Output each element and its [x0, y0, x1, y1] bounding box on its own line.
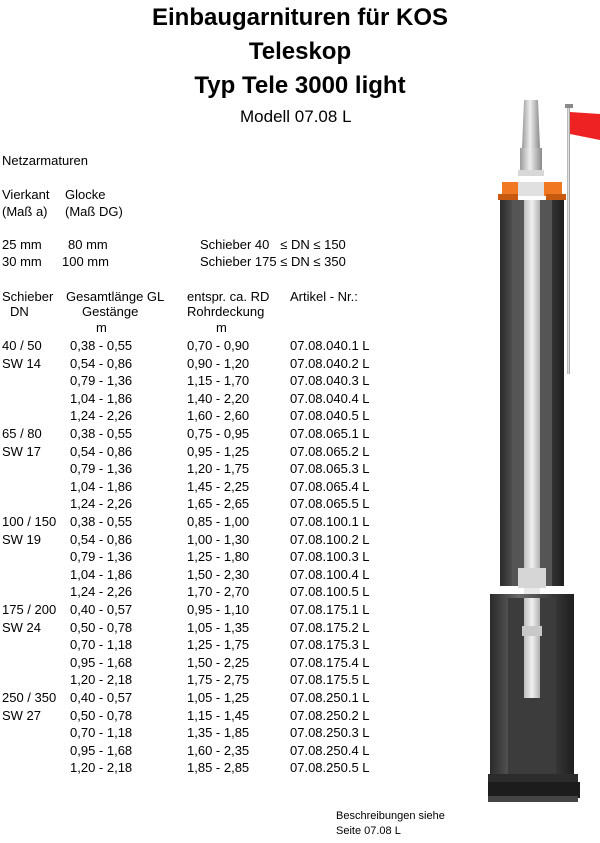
model-label: Modell 07.08 L: [240, 107, 352, 126]
col-header-dn: DN: [10, 304, 29, 319]
cell-artikel-nr: 07.08.065.2 L: [290, 443, 370, 459]
cell-rohrdeckung: 1,05 - 1,25: [187, 690, 250, 705]
bell-housing: [490, 594, 574, 782]
cell-rohrdeckung: 1,15 - 1,70: [187, 373, 250, 389]
cell-rohrdeckung: 1,15 - 1,45: [187, 707, 250, 723]
cell-gesamtlaenge: 1,04 - 1,86: [70, 390, 133, 406]
col-header-gestaenge: Gestänge: [82, 304, 139, 319]
cell-gesamtlaenge: 0,70 - 1,18: [70, 725, 133, 741]
cell-gesamtlaenge: 0,38 - 0,55: [70, 426, 133, 441]
cell-rohrdeckung: 0,95 - 1,25: [187, 443, 250, 459]
cell-rohrdeckung: 1,85 - 2,85: [187, 760, 250, 776]
cell-gesamtlaenge: 0,79 - 1,36: [70, 549, 133, 565]
cell-dn: 65 / 80: [2, 426, 42, 441]
cell-artikel-nr: 07.08.175.3 L: [290, 637, 370, 653]
glocke-title: Glocke: [65, 187, 106, 202]
cell-rohrdeckung: 1,60 - 2,35: [187, 742, 250, 758]
cell-artikel-nr: 07.08.040.4 L: [290, 390, 370, 406]
vierkant-sub: (Maß a): [2, 204, 48, 219]
cell-rohrdeckung: 0,75 - 0,95: [187, 426, 250, 441]
cell-dn: 40 / 50: [2, 338, 42, 353]
cell-gesamtlaenge: 0,38 - 0,55: [70, 338, 133, 353]
cell-artikel-nr: 07.08.065.4 L: [290, 478, 370, 494]
cell-rohrdeckung: 1,20 - 1,75: [187, 461, 250, 477]
cell-rohrdeckung: 1,00 - 1,30: [187, 531, 250, 547]
footer-line-2: Seite 07.08 L: [336, 825, 401, 837]
spec-glocke: 80 mm: [68, 237, 108, 252]
title-line-3: Typ Tele 3000 light: [194, 72, 406, 99]
cell-rohrdeckung: 1,70 - 2,70: [187, 584, 250, 600]
cell-artikel-nr: 07.08.175.4 L: [290, 654, 370, 670]
cell-gesamtlaenge: 1,24 - 2,26: [70, 496, 133, 512]
cell-artikel-nr: 07.08.250.2 L: [290, 707, 370, 723]
cell-rohrdeckung: 1,50 - 2,25: [187, 654, 250, 670]
cell-gesamtlaenge: 0,79 - 1,36: [70, 461, 133, 477]
spec-glocke: 100 mm: [62, 254, 109, 269]
cell-gesamtlaenge: 1,24 - 2,26: [70, 408, 133, 424]
cell-dn: 250 / 350: [2, 690, 57, 705]
vierkant-title: Vierkant: [2, 187, 50, 202]
cell-dn: 100 / 150: [2, 514, 57, 529]
cell-rohrdeckung: 0,70 - 0,90: [187, 338, 250, 353]
cell-gesamtlaenge: 0,50 - 0,78: [70, 707, 133, 723]
cell-dn: SW 14: [2, 355, 42, 371]
cell-dn: SW 19: [2, 531, 42, 547]
cell-artikel-nr: 07.08.040.3 L: [290, 373, 370, 389]
spec-vierkant: 30 mm: [2, 254, 42, 269]
col-header-unit-m: m: [96, 320, 107, 335]
marker-rod: [565, 104, 573, 374]
cell-rohrdeckung: 1,50 - 2,30: [187, 566, 250, 582]
cell-rohrdeckung: 1,35 - 1,85: [187, 725, 250, 741]
cell-artikel-nr: 07.08.250.1 L: [290, 690, 370, 705]
cell-gesamtlaenge: 0,38 - 0,55: [70, 514, 133, 529]
title-line-1: Einbaugarnituren für KOS: [151, 4, 448, 31]
spindle-cap: [518, 100, 544, 176]
cell-gesamtlaenge: 0,70 - 1,18: [70, 637, 133, 653]
red-flag-icon: [570, 112, 600, 140]
cell-artikel-nr: 07.08.065.1 L: [290, 426, 370, 441]
cell-artikel-nr: 07.08.100.3 L: [290, 549, 370, 565]
cell-rohrdeckung: 1,40 - 2,20: [187, 390, 250, 406]
cell-artikel-nr: 07.08.100.1 L: [290, 514, 370, 529]
cell-artikel-nr: 07.08.040.2 L: [290, 355, 370, 371]
spec-schieber: Schieber 175 ≤ DN ≤ 350: [200, 254, 346, 269]
col-header-rohrdeckung: Rohrdeckung: [187, 304, 265, 319]
cell-rohrdeckung: 0,95 - 1,10: [187, 602, 250, 617]
telescope-assembly-illustration: [488, 98, 600, 810]
cell-gesamtlaenge: 1,20 - 2,18: [70, 760, 133, 776]
glocke-sub: (Maß DG): [65, 204, 123, 219]
cell-gesamtlaenge: 0,40 - 0,57: [70, 690, 133, 705]
cell-artikel-nr: 07.08.100.2 L: [290, 531, 370, 547]
orange-guide: [498, 182, 566, 200]
cell-gesamtlaenge: 0,95 - 1,68: [70, 654, 133, 670]
cell-artikel-nr: 07.08.175.1 L: [290, 602, 370, 617]
col-header-schieber: Schieber: [2, 289, 54, 304]
cell-artikel-nr: 07.08.065.5 L: [290, 496, 370, 512]
footer-line-1: Beschreibungen siehe: [336, 810, 445, 822]
cell-artikel-nr: 07.08.100.4 L: [290, 566, 370, 582]
cell-rohrdeckung: 0,85 - 1,00: [187, 514, 250, 529]
spec-schieber: Schieber 40 ≤ DN ≤ 150: [200, 237, 346, 252]
title-line-2: Teleskop: [248, 38, 352, 65]
cell-gesamtlaenge: 1,04 - 1,86: [70, 478, 133, 494]
cell-rohrdeckung: 0,90 - 1,20: [187, 355, 250, 371]
cell-gesamtlaenge: 0,95 - 1,68: [70, 742, 133, 758]
cell-rohrdeckung: 1,25 - 1,80: [187, 549, 250, 565]
cell-dn: SW 24: [2, 619, 42, 635]
cell-gesamtlaenge: 1,24 - 2,26: [70, 584, 133, 600]
cell-dn: 175 / 200: [2, 602, 57, 617]
cell-artikel-nr: 07.08.250.3 L: [290, 725, 370, 741]
cell-rohrdeckung: 1,25 - 1,75: [187, 637, 250, 653]
col-header-rd: entspr. ca. RD: [187, 289, 270, 304]
cell-artikel-nr: 07.08.250.5 L: [290, 760, 370, 776]
cell-gesamtlaenge: 0,50 - 0,78: [70, 619, 133, 635]
cell-artikel-nr: 07.08.065.3 L: [290, 461, 370, 477]
cell-artikel-nr: 07.08.175.5 L: [290, 672, 370, 688]
cell-gesamtlaenge: 0,54 - 0,86: [70, 355, 133, 371]
spec-vierkant: 25 mm: [2, 237, 42, 252]
cell-dn: SW 27: [2, 707, 42, 723]
col-header-gesamtlaenge: Gesamtlänge GL: [66, 289, 165, 304]
cell-gesamtlaenge: 0,40 - 0,57: [70, 602, 133, 617]
cell-artikel-nr: 07.08.040.1 L: [290, 338, 370, 353]
cell-artikel-nr: 07.08.040.5 L: [290, 408, 370, 424]
cell-gesamtlaenge: 0,79 - 1,36: [70, 373, 133, 389]
cell-artikel-nr: 07.08.100.5 L: [290, 584, 370, 600]
cell-rohrdeckung: 1,75 - 2,75: [187, 672, 250, 688]
cell-gesamtlaenge: 0,54 - 0,86: [70, 531, 133, 547]
bottom-ring: [488, 774, 580, 802]
cell-dn: SW 17: [2, 443, 42, 459]
cell-rohrdeckung: 1,60 - 2,60: [187, 408, 250, 424]
cell-artikel-nr: 07.08.175.2 L: [290, 619, 370, 635]
col-header-artikel: Artikel - Nr.:: [290, 289, 358, 304]
cell-rohrdeckung: 1,05 - 1,35: [187, 619, 250, 635]
cell-gesamtlaenge: 1,04 - 1,86: [70, 566, 133, 582]
cell-artikel-nr: 07.08.250.4 L: [290, 742, 370, 758]
cell-gesamtlaenge: 0,54 - 0,86: [70, 443, 133, 459]
cell-rohrdeckung: 1,45 - 2,25: [187, 478, 250, 494]
section-heading: Netzarmaturen: [2, 153, 88, 168]
cell-gesamtlaenge: 1,20 - 2,18: [70, 672, 133, 688]
cell-rohrdeckung: 1,65 - 2,65: [187, 496, 250, 512]
col-header-unit-m: m: [216, 320, 227, 335]
